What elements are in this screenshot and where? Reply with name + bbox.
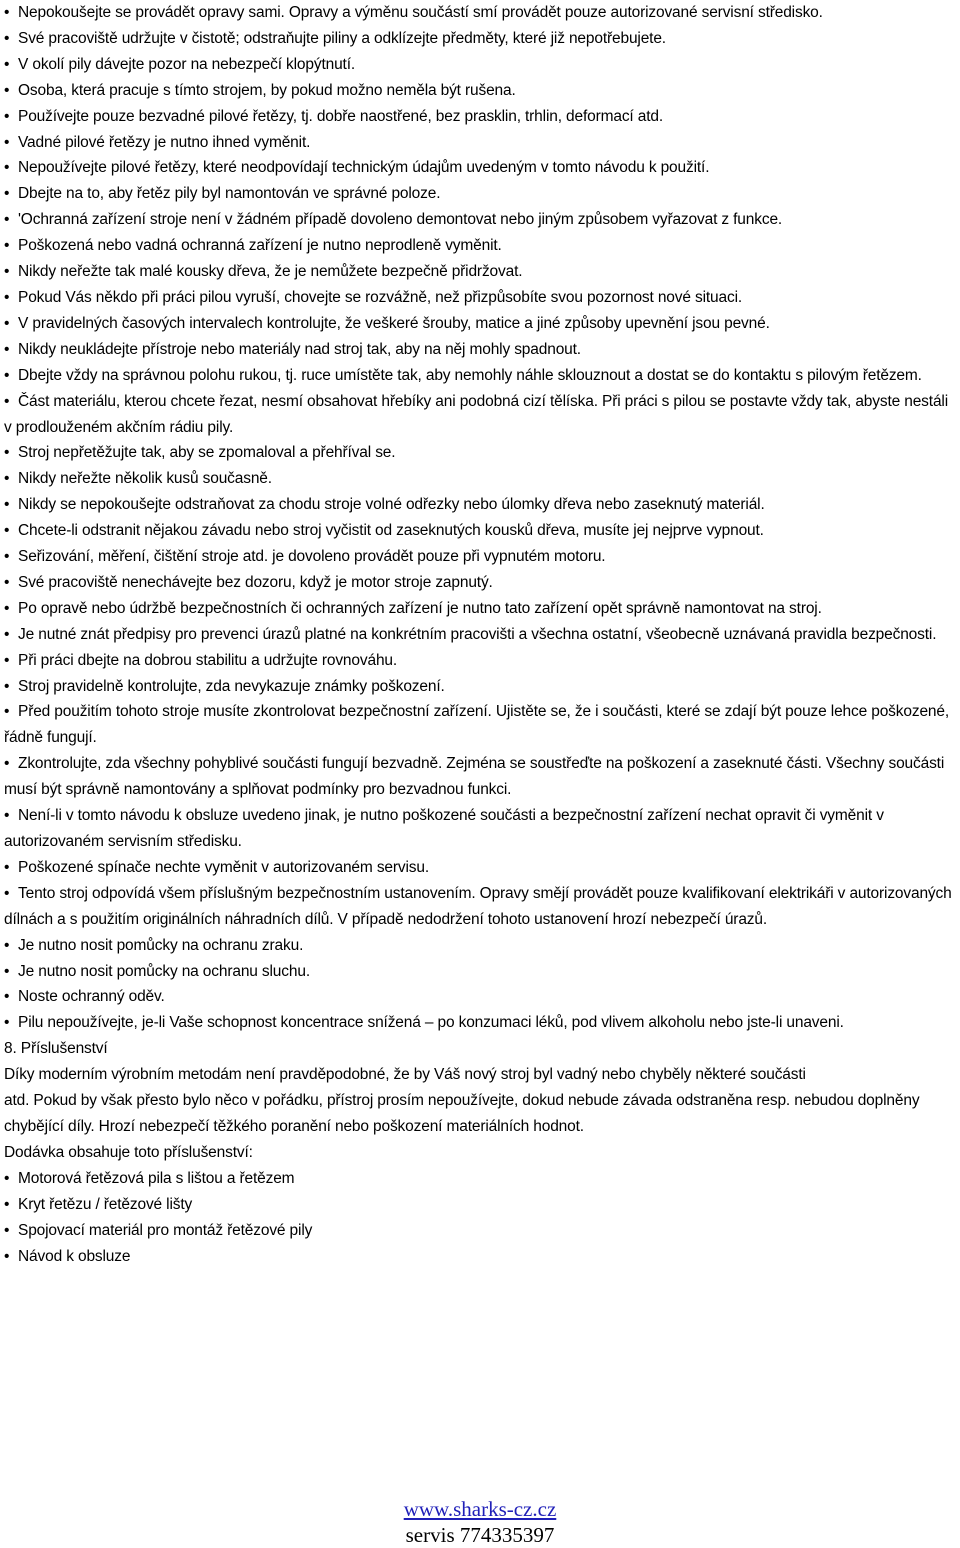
safety-item-text: Noste ochranný oděv. [18,988,165,1006]
safety-item [4,622,958,648]
delivery-item-text: Motorová řetězová pila s lištou a řetězem [18,1169,295,1187]
bullet-icon: • [4,1014,10,1032]
bullet-icon: • [4,807,10,825]
safety-item [4,285,958,311]
delivery-item-text: Návod k obsluze [18,1247,131,1265]
safety-item-text: V okolí pily dávejte pozor na nebezpečí klopýtnutí. [18,55,356,73]
bullet-icon: • [4,29,10,47]
safety-item-text: Nikdy neřežte několik kusů současně. [18,470,272,488]
safety-item-text: Nepoužívejte pilové řetězy, které neodpovídají technickým údajům uvedeným v tomto návodu k použití. [18,159,710,177]
safety-item [4,570,958,596]
safety-item [4,363,958,389]
bullet-icon: • [4,884,10,902]
bullet-icon: • [4,703,10,721]
bullet-icon: • [4,314,10,332]
safety-item-text: Nikdy neřežte tak malé kousky dřeva, že je nemůžete bezpečně přidržovat. [18,263,523,281]
bullet-icon: • [4,962,10,980]
safety-item-text: 'Ochranná zařízení stroje není v žádném případě dovoleno demontovat nebo jiným způsobem vyřazovat z funkce. [18,211,783,229]
safety-item [4,259,958,285]
safety-item [4,440,958,466]
safety-item [4,984,958,1010]
safety-item [4,518,958,544]
safety-item [4,233,958,259]
safety-item [4,751,958,803]
bullet-icon: • [4,4,10,21]
bullet-icon: • [4,107,10,125]
safety-item-text: Pokud Vás někdo při práci pilou vyruší, chovejte se rozvážně, než přizpůsobíte svou pozornost nové situaci. [18,288,743,306]
bullet-icon: • [4,211,10,229]
bullet-icon: • [4,470,10,488]
safety-item-text: Vadné pilové řetězy je nutno ihned vyměnit. [18,133,311,151]
bullet-icon: • [4,444,10,462]
safety-item [4,674,958,700]
safety-item [4,52,958,78]
bullet-icon: • [4,651,10,669]
bullet-icon: • [4,55,10,73]
safety-item [4,130,958,156]
safety-item-text: Seřizování, měření, čištění stroje atd. je dovoleno provádět pouze při vypnutém motoru. [18,548,606,566]
bullet-icon: • [4,392,10,410]
safety-item-text: Nikdy neukládejte přístroje nebo materiály nad stroj tak, aby na něj mohly spadnout. [18,340,581,358]
bullet-icon: • [4,237,10,255]
safety-item-text: Je nutné znát předpisy pro prevenci úrazů platné na konkrétním pracovišti a všechna ostatní, všeobecně uznávaná pravidla bezpečnosti. [18,625,937,643]
bullet-icon: • [4,288,10,306]
safety-item [4,1010,958,1036]
footer-website-link[interactable]: www.sharks-cz.cz [403,1497,557,1521]
safety-item-text: Své pracoviště udržujte v čistotě; odstraňujte piliny a odklízejte předměty, které již nepotřebujete. [18,29,666,47]
safety-item [4,881,958,933]
safety-item-text: Zkontrolujte, zda všechny pohyblivé součásti fungují bezvadně. Zejména se soustřeďte na poškození a zaseknuté části. Všechny součásti musí být správně namontovány a splňovat podmínky pro bezvadnou funkci. [4,755,945,799]
safety-item [4,389,958,441]
safety-item-text: Poškozená nebo vadná ochranná zařízení je nutno neprodleně vyměnit. [18,237,502,255]
safety-item-text: Pilu nepoužívejte, je-li Vaše schopnost koncentrace snížená – po konzumaci léků, pod vlivem alkoholu nebo jste-li unaveni. [18,1014,844,1032]
bullet-icon: • [4,858,10,876]
bullet-icon: • [4,81,10,99]
safety-item-text: Používejte pouze bezvadné pilové řetězy, tj. dobře naostřené, bez prasklin, trhlin, deformací atd. [18,107,663,125]
safety-item [4,0,958,26]
safety-item [4,855,958,881]
safety-item [4,26,958,52]
safety-item-text: Stroj nepřetěžujte tak, aby se zpomaloval a přehříval se. [18,444,396,462]
delivery-item [4,1192,958,1218]
intro-paragraph: Díky moderním výrobním metodám není pravděpodobné, že by Váš nový stroj byl vadný nebo chyběly některé součásti [4,1066,806,1084]
safety-item [4,933,958,959]
delivery-item [4,1218,958,1244]
safety-item [4,648,958,674]
bullet-icon: • [4,1169,10,1187]
safety-item-text: Poškozené spínače nechte vyměnit v autorizovaném servisu. [18,858,430,876]
safety-item-text: Před použitím tohoto stroje musíte zkontrolovat bezpečnostní zařízení. Ujistěte se, že i součásti, které se zdají být pouze lehce poškozené, řádně fungují. [4,703,950,747]
safety-item-text: Dbejte na to, aby řetěz pily byl namontován ve správné poloze. [18,185,441,203]
safety-item [4,207,958,233]
safety-item-text: Část materiálu, kterou chcete řezat, nesmí obsahovat hřebíky ani podobná cizí tělíska. Při práci s pilou se postavte vždy tak, abyste nestáli v prodlouženém akčním rádiu pily. [4,392,948,436]
bullet-icon: • [4,1195,10,1213]
bullet-icon: • [4,133,10,151]
bullet-icon: • [4,263,10,281]
safety-item [4,181,958,207]
delivery-heading: Dodávka obsahuje toto příslušenství: [4,1143,253,1161]
safety-item [4,596,958,622]
bullet-icon: • [4,159,10,177]
safety-item-text: Osoba, která pracuje s tímto strojem, by pokud možno neměla být rušena. [18,81,516,99]
safety-item [4,337,958,363]
safety-item [4,78,958,104]
bullet-icon: • [4,522,10,540]
bullet-icon: • [4,1221,10,1239]
safety-item-text: Chcete-li odstranit nějakou závadu nebo stroj vyčistit od zaseknutých kousků dřeva, musíte jej nejprve vypnout. [18,522,764,540]
footer-service-phone: servis 774335397 [405,1523,555,1547]
safety-item-text: Není-li v tomto návodu k obsluze uvedeno jinak, je nutno poškozené součásti a bezpečnostní zařízení nechat opravit či vyměnit v autorizovaném servisním středisku. [4,807,884,850]
safety-item-text: Dbejte vždy na správnou polohu rukou, tj. ruce umístěte tak, aby nemohly náhle sklouznout a dostat se do kontaktu s pilovým řetězem. [18,366,922,384]
bullet-icon: • [4,573,10,591]
safety-item [4,311,958,337]
bullet-icon: • [4,1247,10,1265]
delivery-contents-list [4,1166,958,1270]
safety-item-text: Při práci dbejte na dobrou stabilitu a udržujte rovnováhu. [18,651,398,669]
bullet-icon: • [4,496,10,514]
safety-item [4,104,958,130]
safety-item-text: V pravidelných časových intervalech kontrolujte, že veškeré šrouby, matice a jiné způsoby upevnění jsou pevné. [18,314,770,332]
safety-instructions-list [4,0,958,1036]
safety-item [4,155,958,181]
bullet-icon: • [4,340,10,358]
safety-item-text: Je nutno nosit pomůcky na ochranu zraku. [18,936,304,954]
delivery-item [4,1166,958,1192]
safety-item [4,544,958,570]
bullet-icon: • [4,366,10,384]
safety-item-text: Po opravě nebo údržbě bezpečnostních či ochranných zařízení je nutno tato zařízení opět správně namontovat na stroj. [18,599,822,617]
bullet-icon: • [4,185,10,203]
safety-item-text: Nepokoušejte se provádět opravy sami. Opravy a výměnu součástí smí provádět pouze autorizované servisní středisko. [18,4,823,21]
bullet-icon: • [4,599,10,617]
bullet-icon: • [4,677,10,695]
bullet-icon: • [4,625,10,643]
safety-item-text: Je nutno nosit pomůcky na ochranu sluchu. [18,962,310,980]
safety-item-text: Tento stroj odpovídá všem příslušným bezpečnostním ustanovením. Opravy smějí provádět pouze kvalifikovaní elektrikáři v autorizovaných dílnách a s použitím originálních náhradních dílů. V případě nedodržení tohoto ustanovení hrozí nebezpečí úrazů. [4,884,952,928]
safety-item [4,492,958,518]
safety-item [4,959,958,985]
safety-item [4,466,958,492]
delivery-item-text: Spojovací materiál pro montáž řetězové pily [18,1221,313,1239]
manual-content [4,0,958,1269]
safety-item-text: Stroj pravidelně kontrolujte, zda nevykazuje známky poškození. [18,677,445,695]
bullet-icon: • [4,755,10,773]
safety-item-text: Své pracoviště nenechávejte bez dozoru, když je motor stroje zapnutý. [18,573,493,591]
bullet-icon: • [4,988,10,1006]
safety-item [4,699,958,751]
delivery-item-text: Kryt řetězu / řetězové lišty [18,1195,193,1213]
section-heading: 8. Příslušenství [4,1040,108,1058]
bullet-icon: • [4,548,10,566]
safety-item [4,803,958,855]
safety-item-text: Nikdy se nepokoušejte odstraňovat za chodu stroje volné odřezky nebo úlomky dřeva nebo zaseknutý materiál. [18,496,765,514]
delivery-item [4,1244,958,1270]
defect-paragraph: atd. Pokud by však přesto bylo něco v pořádku, přístroj prosím nepoužívejte, dokud nebude závada odstraněna resp. nebudou doplněny chybějící díly. Hrozí nebezpečí těžkého poranění nebo poškození materiálních hodnot. [4,1092,920,1135]
bullet-icon: • [4,936,10,954]
